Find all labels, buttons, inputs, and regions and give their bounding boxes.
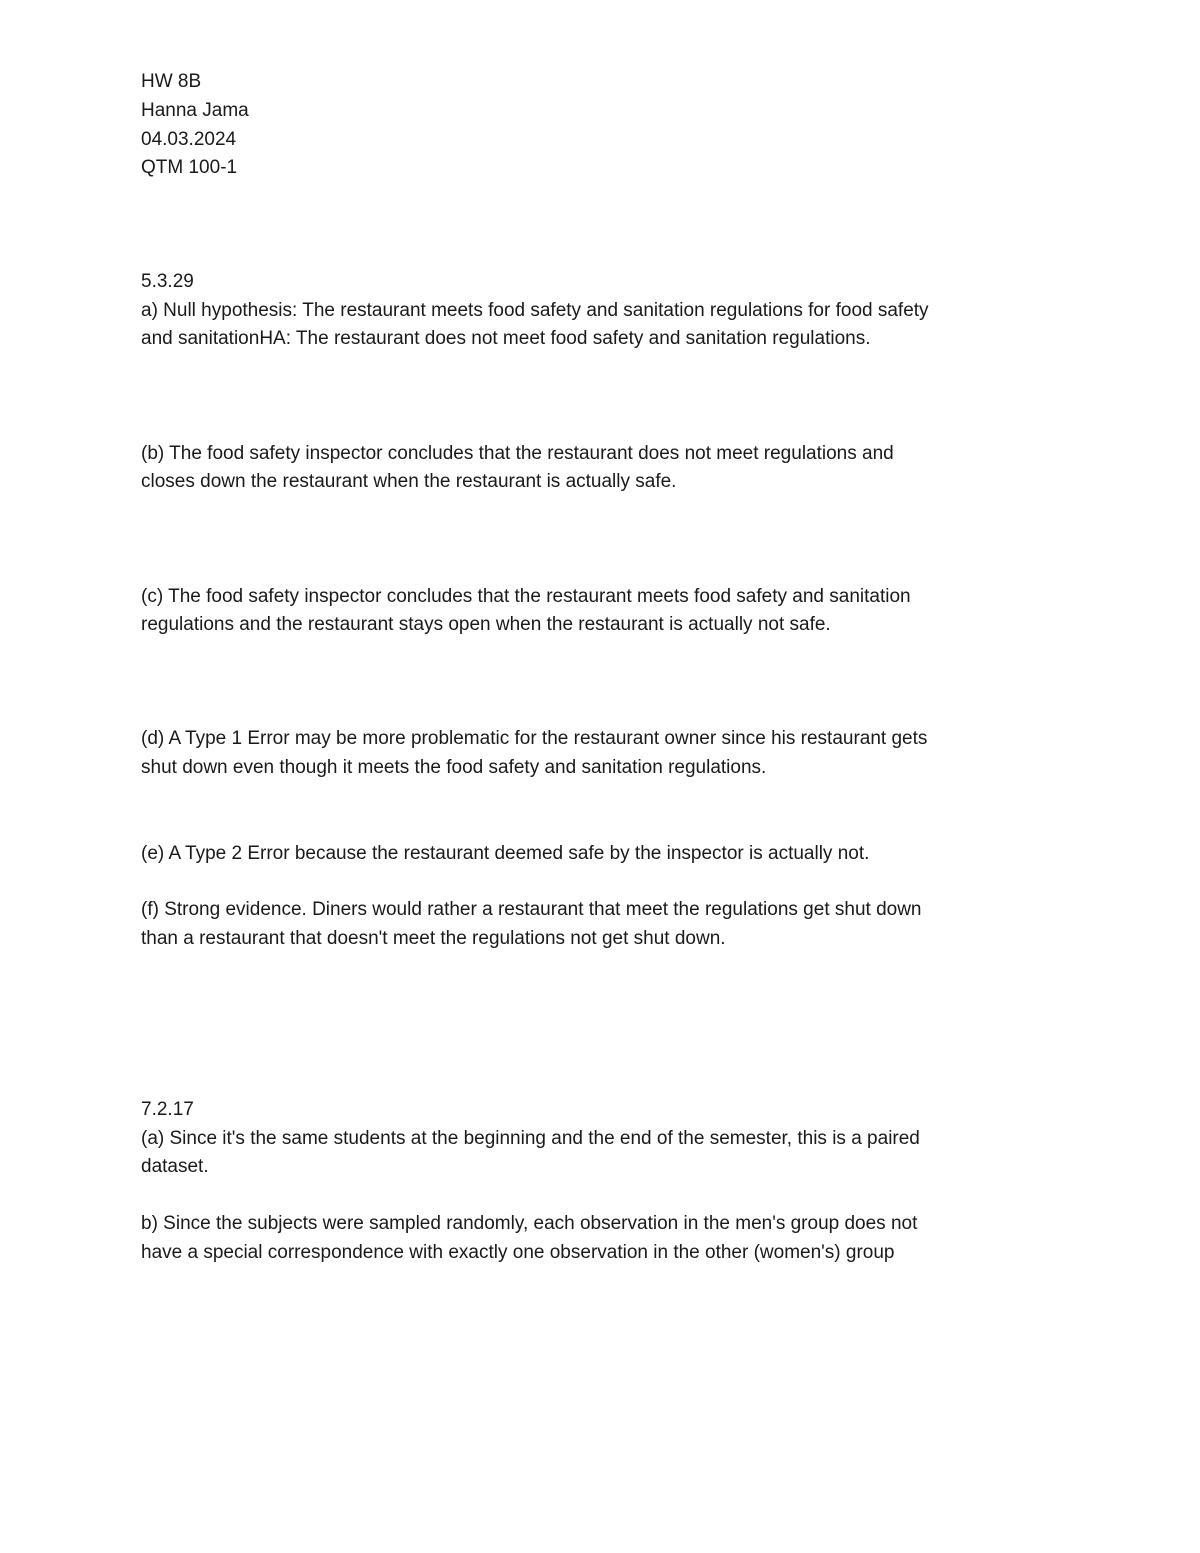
answer-7a-line-2: dataset.: [141, 1156, 209, 1177]
answer-a-line-1: a) Null hypothesis: The restaurant meets food safety and sanitation regulations for food safety: [141, 300, 929, 321]
answer-b-line-1: (b) The food safety inspector concludes that the restaurant does not meet regulations and: [141, 443, 894, 464]
answer-7b-line-2: have a special correspondence with exactly one observation in the other (women's) group: [141, 1242, 895, 1263]
answer-d-line-1: (d) A Type 1 Error may be more problematic for the restaurant owner since his restaurant gets: [141, 728, 928, 749]
answer-7a-line-1: (a) Since it's the same students at the beginning and the end of the semester, this is a paired: [141, 1128, 920, 1149]
author-name: Hanna Jama: [141, 100, 249, 121]
problem-number-7-2-17: 7.2.17: [141, 1099, 194, 1120]
document-date: 04.03.2024: [141, 129, 237, 150]
answer-d-line-2: shut down even though it meets the food safety and sanitation regulations.: [141, 757, 767, 778]
document-title: HW 8B: [141, 71, 202, 92]
answer-f-line-2: than a restaurant that doesn't meet the regulations not get shut down.: [141, 928, 726, 949]
answer-7b-line-1: b) Since the subjects were sampled randomly, each observation in the men's group does not: [141, 1213, 918, 1234]
answer-e-line-1: (e) A Type 2 Error because the restaurant deemed safe by the inspector is actually not.: [141, 843, 870, 864]
problem-number-5-3-29: 5.3.29: [141, 271, 194, 292]
course-code: QTM 100-1: [141, 157, 238, 178]
answer-c-line-1: (c) The food safety inspector concludes that the restaurant meets food safety and sanitation: [141, 586, 911, 607]
answer-a-line-2: and sanitationHA: The restaurant does not meet food safety and sanitation regulations.: [141, 328, 871, 349]
answer-c-line-2: regulations and the restaurant stays open when the restaurant is actually not safe.: [141, 614, 831, 635]
answer-b-line-2: closes down the restaurant when the restaurant is actually safe.: [141, 471, 677, 492]
answer-f-line-1: (f) Strong evidence. Diners would rather a restaurant that meet the regulations get shut down: [141, 899, 922, 920]
